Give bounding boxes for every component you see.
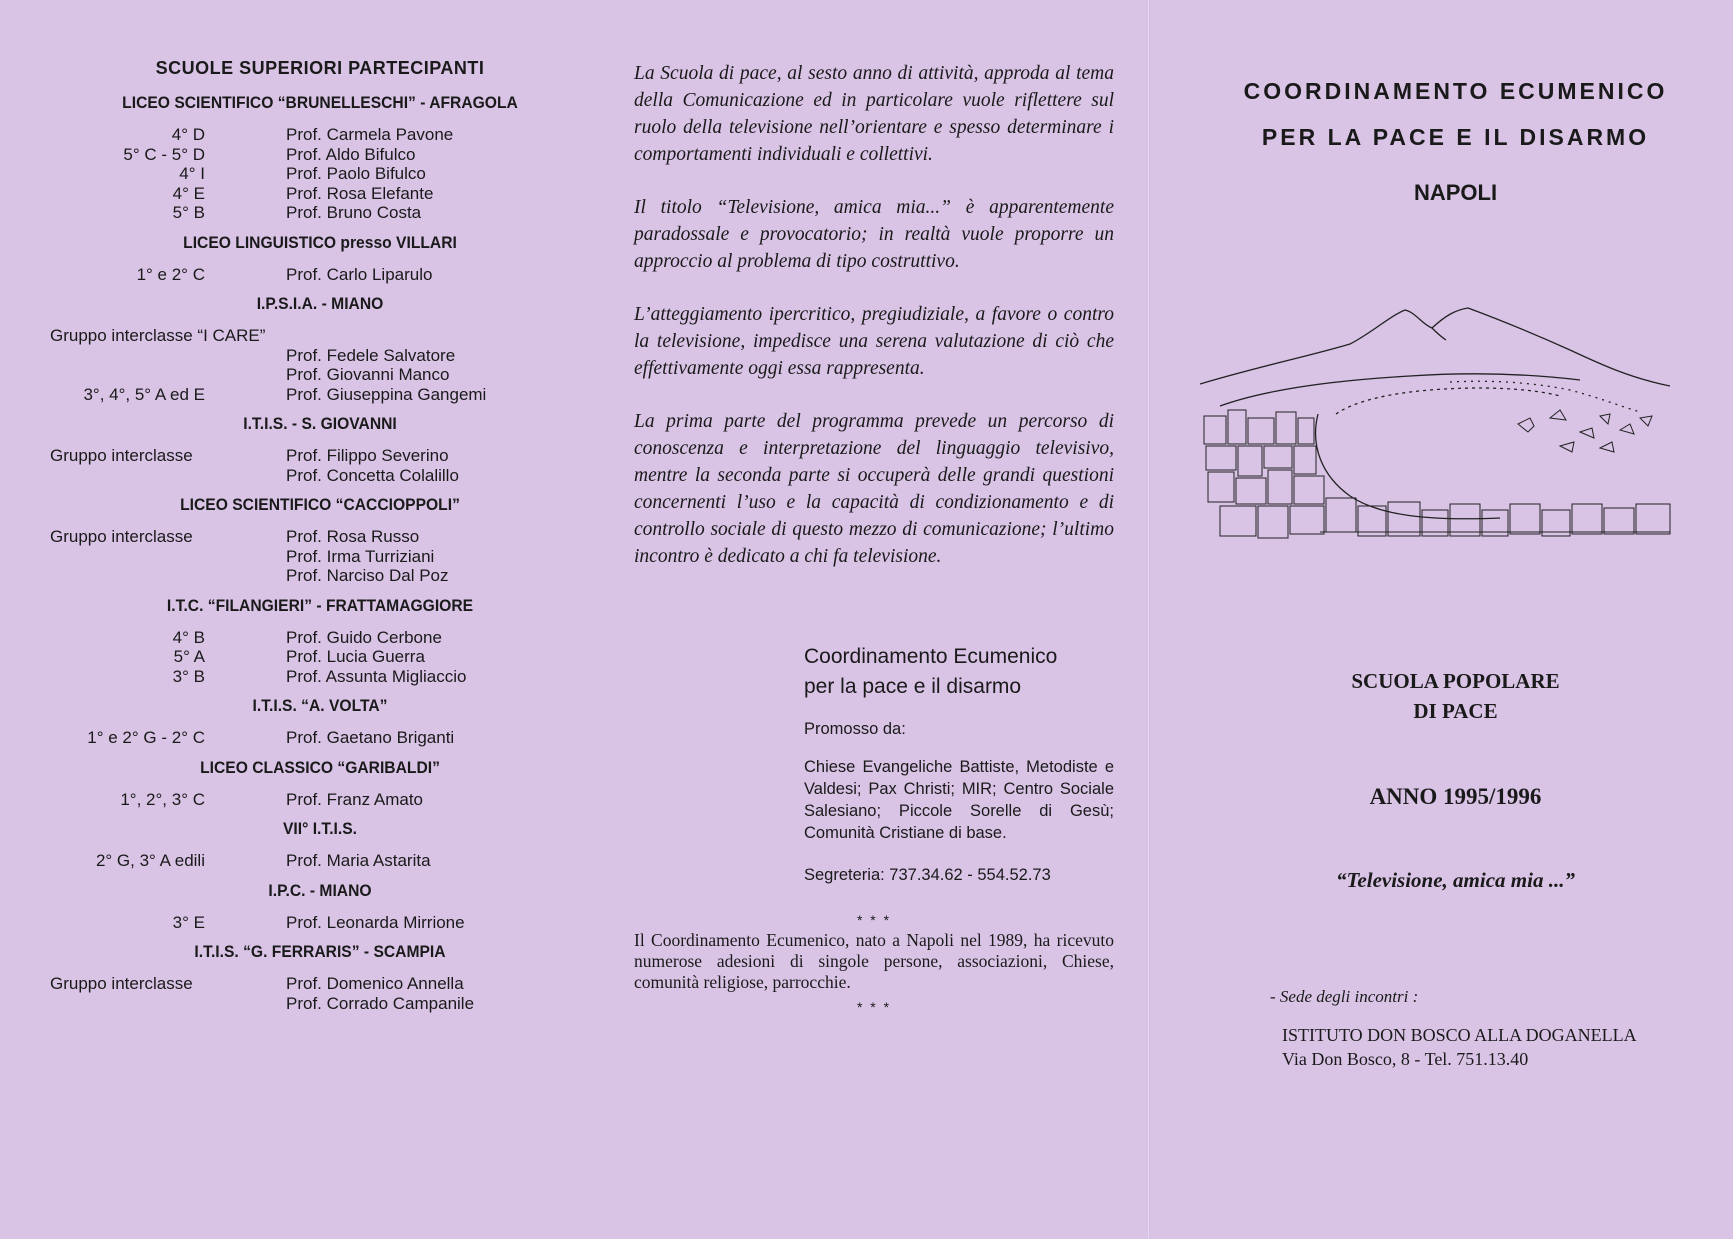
school-block: [50, 294, 590, 404]
separator-bottom: * * *: [856, 999, 892, 1015]
org-name-line-1: COORDINAMENTO ECUMENICO: [1243, 78, 1668, 104]
class-label: [50, 994, 205, 1014]
school-block: [50, 596, 590, 687]
teacher-name: Prof. Corrado Campanile: [286, 993, 475, 1013]
teacher-name: Prof. Carmela Pavone: [286, 125, 454, 144]
org-name-line-2: PER LA PACE E IL DISARMO: [1261, 124, 1650, 150]
class-teacher-row: [50, 365, 590, 385]
school-name-line-2: DI PACE: [1413, 699, 1498, 723]
class-label: 2° G, 3° A edili: [95, 851, 205, 870]
teacher-name: Prof. Giuseppina Gangemi: [286, 384, 487, 404]
school-name: LICEO SCIENTIFICO “CACCIOPPOLI”: [180, 495, 460, 514]
teacher-name: Prof. Narciso Dal Poz: [286, 566, 449, 585]
history-note: Il Coordinamento Ecumenico, nato a Napoli nel 1989, ha ricevuto numerose adesioni di singole persone, associazioni, Chiese, comunità religiose, parrocchie.: [634, 930, 1114, 992]
school-block: [50, 233, 590, 285]
teacher-name: Prof. Filippo Severino: [286, 446, 449, 465]
organizer-title-line-1: Coordinamento Ecumenico: [804, 645, 1058, 668]
left-panel: [0, 0, 610, 1239]
class-teacher-row: [50, 851, 590, 871]
teacher-name: Prof. Assunta Migliaccio: [286, 666, 467, 686]
teacher-name: Prof. Gaetano Briganti: [286, 728, 455, 747]
teacher-name: Prof. Lucia Guerra: [286, 647, 425, 666]
class-teacher-row: [50, 994, 590, 1014]
teacher-name: Prof. Carlo Liparulo: [286, 264, 433, 284]
intro-paragraph-2: Il titolo “Televisione, amica mia...” è apparentemente paradossale e provocatorio; in realtà vuole proporre un approccio al problema di tipo costruttivo.: [634, 197, 1114, 272]
theme-title: “Televisione, amica mia ...”: [1336, 868, 1575, 892]
schools-heading: SCUOLE SUPERIORI PARTECIPANTI: [155, 58, 485, 78]
organizer-title-line-2: per la pace e il disarmo: [804, 675, 1022, 698]
venue-label: - Sede degli incontri :: [1270, 987, 1419, 1006]
secretariat-phone: Segreteria: 737.34.62 - 554.52.73: [804, 866, 1051, 884]
teacher-name: Prof. Franz Amato: [286, 789, 423, 809]
school-block: [50, 758, 590, 810]
class-label: 4° B: [172, 627, 205, 647]
school-name: I.P.S.I.A. - MIANO: [256, 294, 384, 313]
teacher-name: Prof. Concetta Colalillo: [286, 465, 459, 485]
teacher-name: Prof. Leonarda Mirrione: [286, 912, 465, 932]
teacher-name: Prof. Giovanni Manco: [286, 365, 450, 384]
school-name: I.T.I.S. “G. FERRARIS” - SCAMPIA: [194, 942, 446, 961]
class-label: [50, 566, 205, 586]
class-label: [50, 346, 205, 366]
school-block: [50, 881, 590, 933]
class-label: [50, 365, 205, 385]
class-label: 1°, 2°, 3° C: [120, 789, 205, 809]
school-name: VII° I.T.I.S.: [282, 819, 358, 838]
class-teacher-row: [50, 385, 590, 405]
teacher-name: Prof. Guido Cerbone: [286, 627, 442, 647]
school-block: [50, 696, 590, 748]
separator-top: * * *: [856, 912, 892, 928]
class-label: 5° B: [172, 203, 205, 222]
school-name: I.P.C. - MIANO: [268, 880, 372, 900]
class-teacher-row: [50, 527, 590, 547]
class-teacher-row: [50, 790, 590, 810]
class-label: 5° C - 5° D: [123, 144, 205, 164]
school-block: [50, 819, 590, 871]
class-teacher-row: [50, 125, 590, 145]
class-teacher-row: [50, 446, 590, 466]
class-label: 3° E: [172, 912, 205, 932]
class-label: 1° e 2° G - 2° C: [87, 728, 205, 747]
class-label: Gruppo interclasse: [50, 446, 193, 465]
intro-paragraph-3: L’atteggiamento ipercritico, pregiudiziale, a favore o contro la televisione, impedisce una serena valutazione di ciò che effettivamente oggi essa rappresenta.: [634, 304, 1114, 379]
class-teacher-row: [50, 728, 590, 748]
teacher-name: Prof. Irma Turriziani: [286, 546, 435, 566]
venue-address: Via Don Bosco, 8 - Tel. 751.13.40: [1282, 1049, 1529, 1069]
class-teacher-row: [50, 913, 590, 933]
intro-paragraph-1: La Scuola di pace, al sesto anno di attività, approda al tema della Comunicazione ed in particolare vuole riflettere sul ruolo della televisione nell’orientare e spesso determinare i comportamenti individuali e collettivi.: [634, 63, 1114, 165]
school-name: LICEO LINGUISTICO presso VILLARI: [183, 232, 457, 252]
school-block: [50, 93, 590, 223]
class-teacher-row: [50, 566, 590, 586]
teacher-name: Prof. Rosa Russo: [286, 527, 420, 546]
school-year: ANNO 1995/1996: [1369, 784, 1542, 809]
right-panel-cover: [1150, 0, 1733, 1239]
school-name: I.T.I.S. “A. VOLTA”: [252, 696, 388, 715]
class-teacher-row: [50, 346, 590, 366]
intro-paragraph-4: La prima parte del programma prevede un percorso di conoscenza e interpretazione del linguaggio televisivo, mentre la seconda parte si occuperà delle grandi questioni concernenti l’uso e la capacità di condizionamento e di controllo sociale di questo mezzo di comunicazione; l’ultimo incontro è dedicato a chi fa televisione.: [634, 411, 1114, 567]
class-label: Gruppo interclasse: [50, 974, 193, 993]
class-label: 1° e 2° C: [136, 264, 205, 284]
class-teacher-row: [50, 265, 590, 285]
class-label: Gruppo interclasse “I CARE”: [50, 326, 266, 345]
promoters-list: Chiese Evangeliche Battiste, Metodiste e Valdesi; Pax Christi; MIR; Centro Sociale Salesiano; Piccole Sorelle di Gesù; Comunità Cristiane di base.: [804, 758, 1114, 842]
class-teacher-row: [50, 184, 590, 204]
school-name-line-1: SCUOLA POPOLARE: [1351, 669, 1560, 693]
school-block: [50, 942, 590, 1013]
class-label: 5° A: [173, 647, 205, 666]
middle-panel: [610, 0, 1150, 1239]
schools-list: [50, 93, 590, 1013]
class-teacher-row: [50, 164, 590, 184]
school-block: [50, 414, 590, 485]
city-name: NAPOLI: [1413, 180, 1498, 205]
teacher-name: Prof. Domenico Annella: [286, 974, 464, 993]
class-teacher-row: [50, 647, 590, 667]
class-teacher-row: [50, 203, 590, 223]
class-teacher-row: [50, 466, 590, 486]
class-teacher-row: [50, 628, 590, 648]
class-teacher-row: [50, 145, 590, 165]
vesuvius-bay-sketch-icon: [1200, 306, 1680, 546]
organizer-block: [804, 642, 1114, 886]
class-teacher-row: [50, 326, 590, 346]
promoted-by-label: Promosso da:: [804, 720, 906, 738]
class-teacher-row: [50, 547, 590, 567]
school-name: LICEO CLASSICO “GARIBALDI”: [200, 757, 440, 777]
school-name: LICEO SCIENTIFICO “BRUNELLESCHI” - AFRAGOLA: [122, 93, 518, 112]
venue-name: ISTITUTO DON BOSCO ALLA DOGANELLA: [1282, 1025, 1637, 1045]
teacher-name: Prof. Rosa Elefante: [286, 183, 434, 203]
teacher-name: Prof. Paolo Bifulco: [286, 164, 426, 183]
class-label: 4° D: [171, 125, 205, 144]
school-name: I.T.C. “FILANGIERI” - FRATTAMAGGIORE: [166, 595, 474, 615]
class-teacher-row: [50, 974, 590, 994]
class-label: 4° I: [179, 164, 205, 183]
teacher-name: Prof. Aldo Bifulco: [286, 144, 416, 164]
class-label: 3° B: [172, 666, 205, 686]
class-label: [50, 466, 205, 486]
class-label: [50, 547, 205, 567]
teacher-name: Prof. Maria Astarita: [286, 851, 431, 870]
teacher-name: Prof. Fedele Salvatore: [286, 345, 456, 365]
school-block: [50, 495, 590, 586]
class-label: Gruppo interclasse: [50, 527, 193, 546]
school-name: I.T.I.S. - S. GIOVANNI: [243, 414, 397, 433]
class-teacher-row: [50, 667, 590, 687]
teacher-name: Prof. Bruno Costa: [286, 203, 422, 222]
class-label: 3°, 4°, 5° A ed E: [83, 384, 205, 404]
class-label: 4° E: [172, 183, 205, 203]
